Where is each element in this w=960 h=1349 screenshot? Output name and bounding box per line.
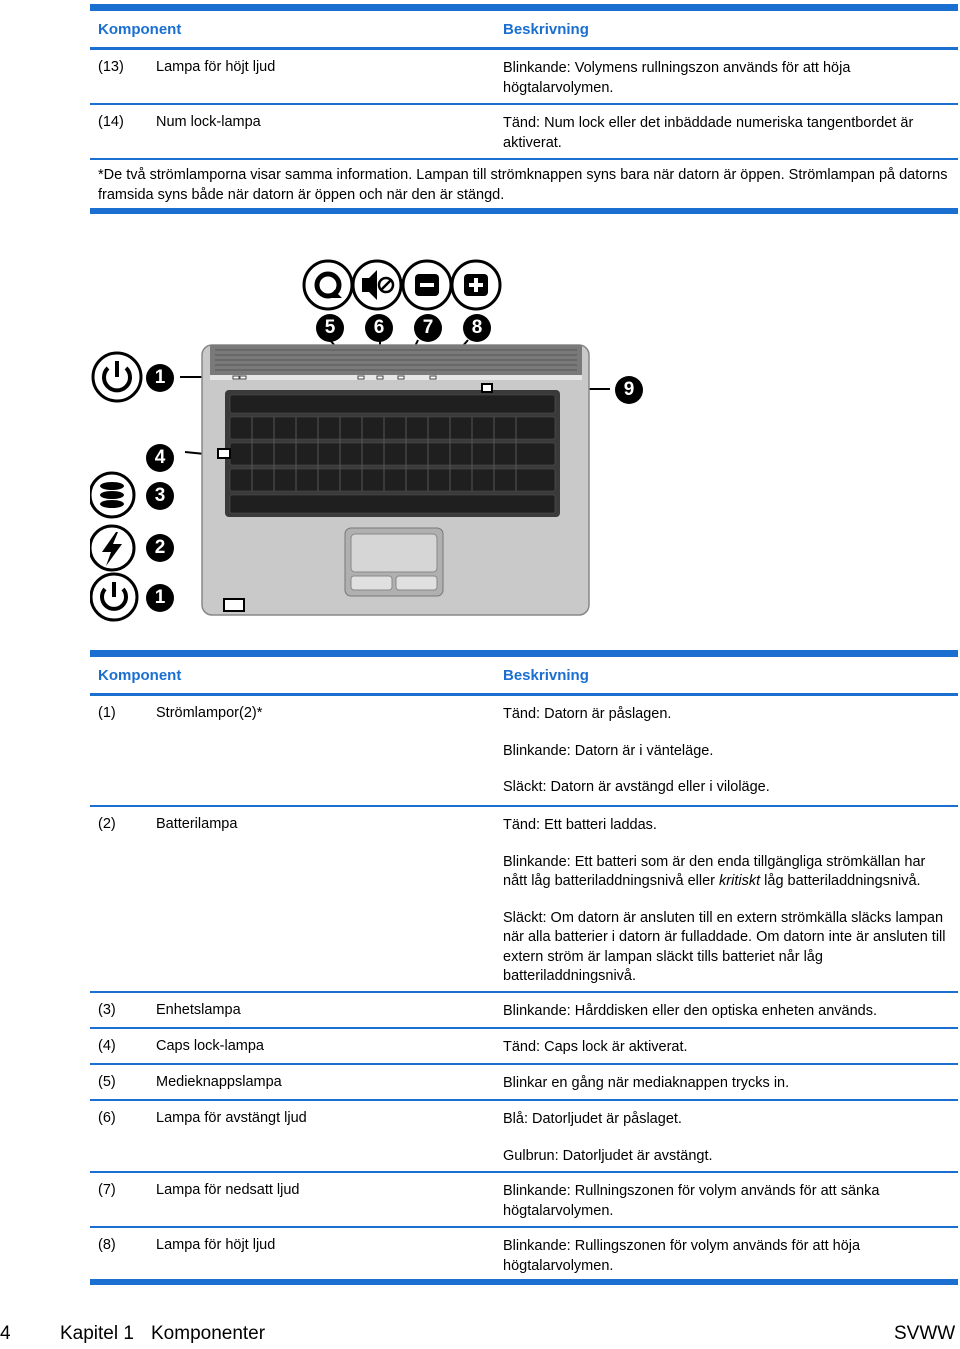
description-paragraph: Tänd: Ett batteri laddas. — [503, 817, 657, 833]
battery-icon — [90, 526, 134, 570]
table-row — [90, 993, 958, 1029]
row-description: Blinkande: Volymens rullningszon används för att höja högtalarvolymen. — [503, 60, 851, 96]
description-paragraph: Släckt: Datorn är avstängd eller i viloläge. — [503, 779, 770, 795]
callout-7: 7 — [414, 314, 442, 342]
row-number: (13) — [98, 59, 124, 75]
row-number: (5) — [98, 1074, 116, 1090]
table-row — [90, 50, 958, 105]
row-description — [503, 1237, 953, 1276]
row-number: (3) — [98, 1002, 116, 1018]
header-beskrivning: Beskrivning — [503, 667, 589, 684]
description-paragraph: Blinkande: Hårddisken eller den optiska enheten används. — [503, 1003, 878, 1019]
table-1 — [90, 4, 958, 214]
laptop-figure — [90, 250, 650, 630]
description-paragraph: Tänd: Caps lock är aktiverat. — [503, 1039, 688, 1055]
table-row — [90, 696, 958, 807]
table-row — [90, 1029, 958, 1065]
row-component: Lampa för höjt ljud — [156, 59, 276, 75]
volume-down-icon — [403, 261, 451, 309]
row-description: Tänd: Num lock eller det inbäddade numeriska tangentbordet är aktiverat. — [503, 115, 914, 151]
description-paragraph: Blinkande: Rullningszonen för volym används för att sänka högtalarvolymen. — [503, 1183, 880, 1219]
row-number: (1) — [98, 705, 116, 721]
description-paragraph: Blinkande: Ett batteri som är den enda tillgängliga strömkällan har nått låg batteriladdningsnivå eller kritiskt låg batteriladdningsnivå. — [503, 853, 926, 889]
row-number: (2) — [98, 816, 116, 832]
laptop-illustration — [90, 250, 650, 630]
description-paragraph: Släckt: Om datorn är ansluten till en extern strömkälla släcks lampan när alla batterier i datorn är fulladdade. Om datorn inte är ansluten till extern ström är lampan släckt tills batteriet når låg batteriladdningsnivå. — [503, 909, 946, 984]
row-number: (4) — [98, 1038, 116, 1054]
callout-3: 3 — [146, 482, 174, 510]
table-header — [90, 11, 958, 50]
callout-1: 1 — [146, 364, 174, 392]
table-row — [90, 807, 958, 993]
row-component: Batterilampa — [156, 816, 238, 832]
description-paragraph: Blinkande: Datorn är i vänteläge. — [503, 742, 714, 759]
table-row — [90, 1173, 958, 1228]
table-note-row — [90, 160, 958, 214]
media-icon — [304, 261, 352, 309]
callout-9: 9 — [615, 376, 643, 404]
header-komponent: Komponent — [98, 21, 182, 38]
row-component: Lampa för avstängt ljud — [156, 1110, 307, 1126]
table-row — [90, 105, 958, 160]
row-description — [503, 1038, 953, 1058]
row-component: Strömlampor(2)* — [156, 705, 263, 721]
mute-icon — [353, 261, 401, 309]
power-icon — [91, 574, 137, 620]
table-row — [90, 1065, 958, 1101]
row-number: (14) — [98, 114, 124, 130]
table-2 — [90, 650, 958, 1285]
row-component: Medieknappslampa — [156, 1074, 282, 1090]
table-note: *De två strömlamporna visar samma information. Lampan till strömknappen syns bara när datorn är öppen. Strömlampan på datorns framsida syns både när datorn är öppen och när den är stängd. — [98, 167, 948, 203]
callout-5: 5 — [316, 314, 344, 342]
row-component: Enhetslampa — [156, 1002, 241, 1018]
header-beskrivning: Beskrivning — [503, 21, 589, 38]
callout-8: 8 — [463, 314, 491, 342]
document-code: SVWW — [894, 1323, 956, 1344]
row-number: (8) — [98, 1237, 116, 1253]
chapter-label: Kapitel 1 — [60, 1323, 134, 1344]
row-description — [503, 1002, 953, 1022]
row-component: Caps lock-lampa — [156, 1038, 264, 1054]
caps-lock-icon — [92, 430, 116, 448]
chapter-title: Komponenter — [151, 1323, 266, 1344]
callout-1: 1 — [146, 584, 174, 612]
table-top-rule — [90, 4, 958, 11]
power-icon — [93, 353, 141, 401]
table-top-rule — [90, 650, 958, 657]
volume-up-icon — [452, 261, 500, 309]
drive-icon — [90, 473, 134, 517]
description-paragraph: Gulbrun: Datorljudet är avstängt. — [503, 1147, 713, 1164]
row-number: (7) — [98, 1182, 116, 1198]
row-component: Lampa för nedsatt ljud — [156, 1182, 300, 1198]
table-row — [90, 1101, 958, 1173]
header-komponent: Komponent — [98, 667, 182, 684]
table-row — [90, 1228, 958, 1285]
callout-4: 4 — [146, 444, 174, 472]
description-paragraph: Blinkande: Rullingszonen för volym används för att höja högtalarvolymen. — [503, 1238, 861, 1274]
row-component: Num lock-lampa — [156, 114, 261, 130]
row-description — [503, 816, 953, 987]
row-number: (6) — [98, 1110, 116, 1126]
row-description — [503, 1074, 953, 1094]
row-description — [503, 1110, 953, 1166]
description-paragraph: Tänd: Datorn är påslagen. — [503, 706, 672, 722]
table-header — [90, 657, 958, 696]
row-description — [503, 1182, 953, 1221]
callout-2: 2 — [146, 534, 174, 562]
description-paragraph: Blinkar en gång när mediaknappen trycks in. — [503, 1075, 790, 1091]
row-component: Lampa för höjt ljud — [156, 1237, 276, 1253]
description-paragraph: Blå: Datorljudet är påslaget. — [503, 1111, 682, 1127]
callout-6: 6 — [365, 314, 393, 342]
row-description — [503, 705, 953, 798]
page-number: 4 — [0, 1323, 11, 1344]
